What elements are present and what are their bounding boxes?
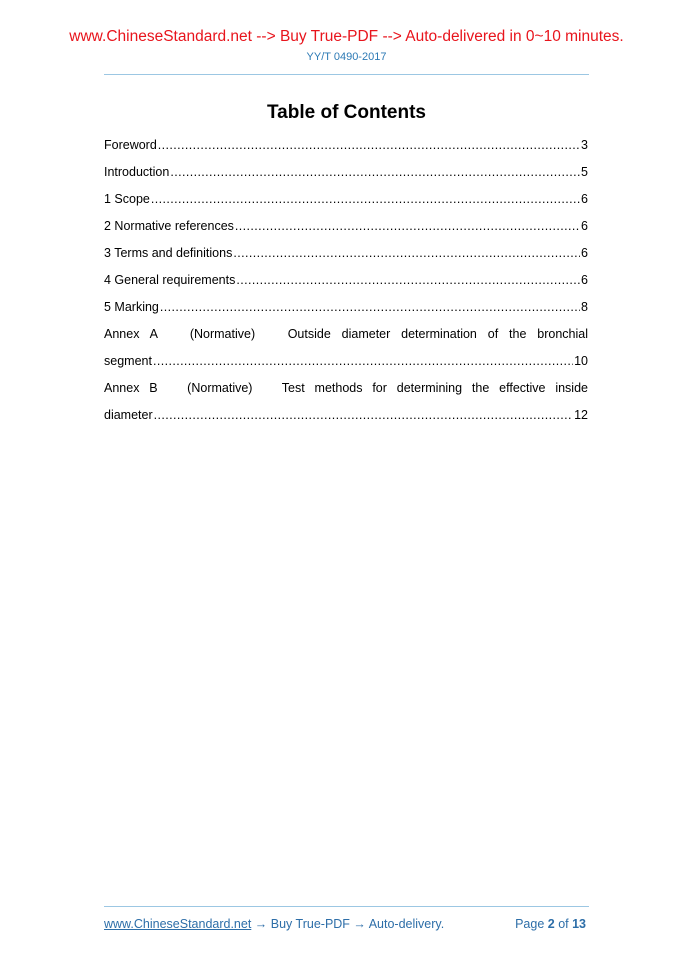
toc-entry-page: 5 xyxy=(581,165,588,179)
dot-leader xyxy=(233,244,580,262)
toc-entry-page: 6 xyxy=(581,246,588,260)
site-banner: www.ChineseStandard.net --> Buy True-PDF --> Auto-delivered in 0~10 minutes. xyxy=(69,28,624,45)
page-word: Page xyxy=(515,917,548,931)
page-indicator xyxy=(515,916,586,932)
toc-entry-terms-definitions[interactable] xyxy=(104,244,588,271)
toc-entry-label: 3 Terms and definitions xyxy=(104,246,233,260)
toc-entry-page: 6 xyxy=(581,192,588,206)
toc-entry-annex-b-continued[interactable] xyxy=(104,406,588,433)
toc-entry-general-requirements[interactable] xyxy=(104,271,588,298)
footer-promo xyxy=(104,916,444,932)
toc-entry-label: 1 Scope xyxy=(104,192,150,206)
toc-entry-annex-a-continued[interactable] xyxy=(104,352,588,379)
toc-entry-label: segment xyxy=(104,354,152,368)
toc-entry-page: 6 xyxy=(581,273,588,287)
toc-entry-annex-b[interactable] xyxy=(104,379,588,406)
dot-leader xyxy=(236,271,580,289)
dot-leader xyxy=(235,217,580,235)
toc-entry-label: Annex A (Normative) Outside diameter determination of the bronchial xyxy=(104,327,588,341)
toc-entry-scope[interactable] xyxy=(104,190,588,217)
footer-link[interactable]: www.ChineseStandard.net xyxy=(104,917,252,931)
page-current: 2 xyxy=(547,917,555,931)
footer-promo-text: → Buy True-PDF → Auto-delivery. xyxy=(251,917,445,931)
dot-leader xyxy=(160,298,580,316)
toc-entry-label: 4 General requirements xyxy=(104,273,236,287)
toc-entry-marking[interactable] xyxy=(104,298,588,325)
toc-entry-introduction[interactable] xyxy=(104,163,588,190)
dot-leader xyxy=(151,190,580,208)
page-of: of xyxy=(554,917,573,931)
toc-entry-page: 6 xyxy=(581,219,588,233)
dot-leader xyxy=(158,136,580,154)
dot-leader xyxy=(154,406,573,424)
toc-entry-page: 12 xyxy=(574,408,588,422)
toc-entry-label: Foreword xyxy=(104,138,157,152)
table-of-contents xyxy=(104,136,588,433)
dot-leader xyxy=(170,163,580,181)
page-total: 13 xyxy=(572,917,586,931)
toc-entry-foreword[interactable] xyxy=(104,136,588,163)
toc-entry-label: Introduction xyxy=(104,165,170,179)
toc-entry-page: 3 xyxy=(581,138,588,152)
toc-entry-page: 8 xyxy=(581,300,588,314)
document-number: YY/T 0490-2017 xyxy=(306,51,387,63)
dot-leader xyxy=(153,352,573,370)
toc-entry-label: Annex B (Normative) Test methods for determining the effective inside xyxy=(104,381,588,395)
toc-entry-page: 10 xyxy=(574,354,588,368)
header-divider xyxy=(104,74,589,75)
toc-entry-annex-a[interactable] xyxy=(104,325,588,352)
toc-entry-label: 5 Marking xyxy=(104,300,159,314)
page-title: Table of Contents xyxy=(266,102,427,123)
toc-entry-label: 2 Normative references xyxy=(104,219,234,233)
toc-entry-normative-references[interactable] xyxy=(104,217,588,244)
footer-divider xyxy=(104,906,589,907)
toc-entry-label: diameter xyxy=(104,408,153,422)
